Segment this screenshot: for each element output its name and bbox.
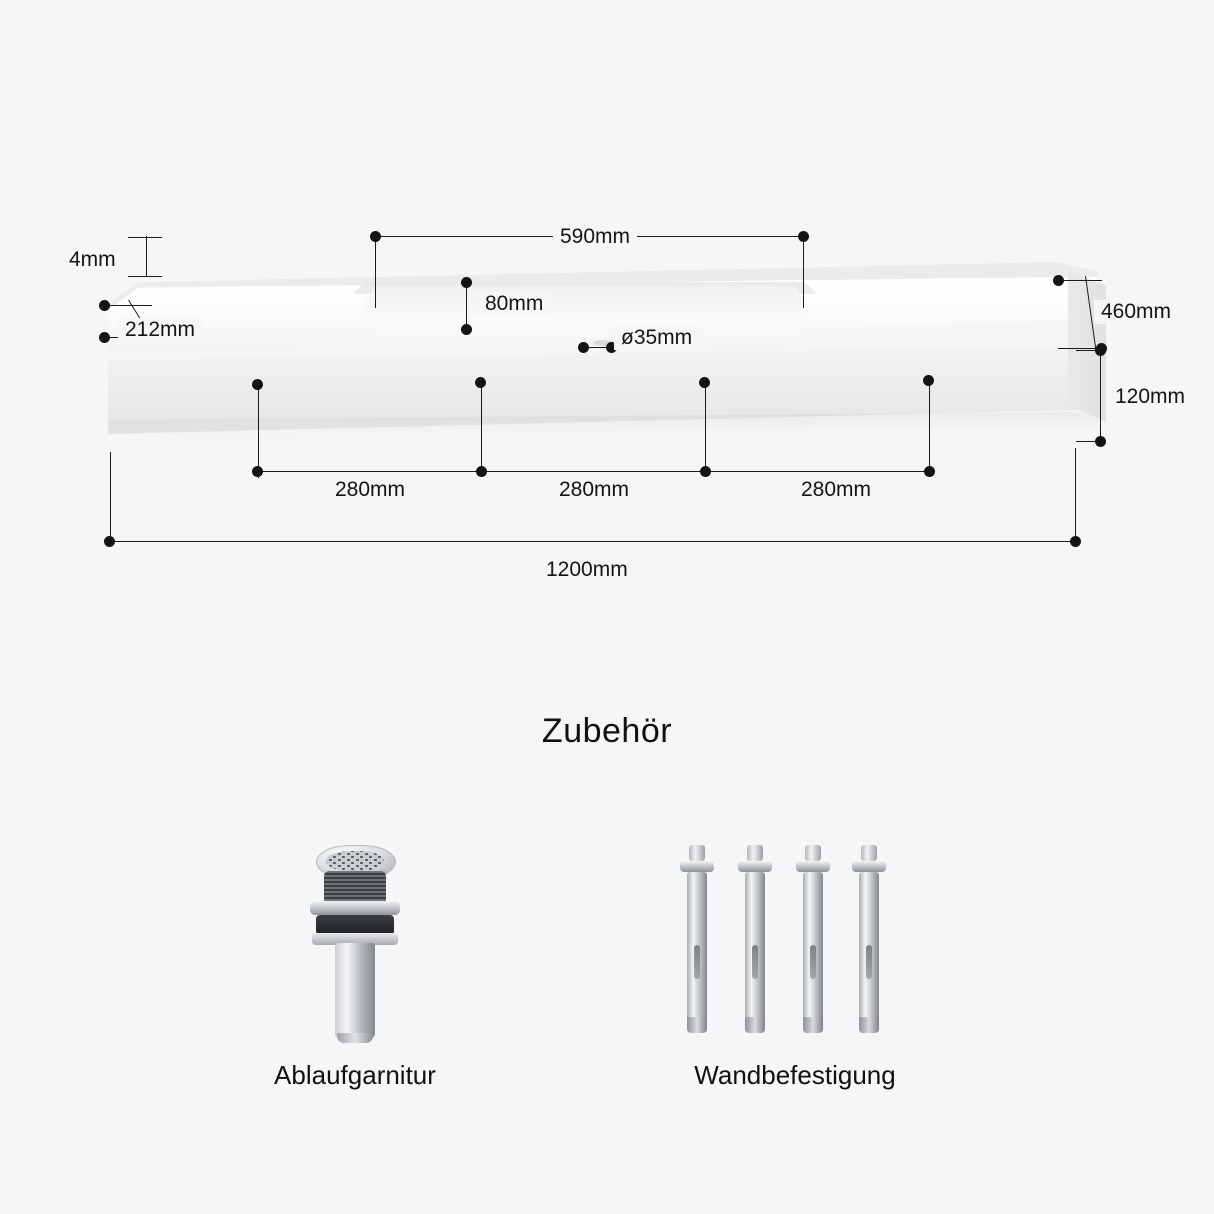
dim-depth-left-dot-bottom bbox=[99, 332, 110, 343]
dim-height-dot-bottom bbox=[1095, 436, 1106, 447]
dim-inset-dot-top bbox=[461, 277, 472, 288]
dim-spacing-2-label: 280mm bbox=[552, 478, 636, 502]
dim-thickness-line bbox=[146, 236, 147, 276]
dim-height-line bbox=[1100, 350, 1101, 442]
dim-inset-dot-bottom bbox=[461, 324, 472, 335]
bolt-washer-icon bbox=[738, 861, 772, 872]
drain-flange-upper bbox=[310, 901, 400, 915]
dim-total-depth-label: 460mm bbox=[1094, 300, 1178, 324]
mount-dot-3 bbox=[699, 377, 710, 388]
bolt-head-icon bbox=[689, 845, 705, 861]
dim-depth-left-dot-top bbox=[99, 300, 110, 311]
dim-basin-width-label: 590mm bbox=[553, 225, 637, 249]
accessory-label-wall-mount: Wandbefestigung bbox=[694, 1060, 896, 1090]
wall-bolt-3 bbox=[796, 845, 830, 1035]
mount-ext-2 bbox=[481, 382, 482, 472]
bolt-washer-icon bbox=[852, 861, 886, 872]
dim-basin-width-ext-left bbox=[375, 236, 376, 308]
bolt-expansion-slit bbox=[810, 945, 816, 979]
dim-spacing-3-line bbox=[706, 471, 930, 472]
dim-spacing-dot-3 bbox=[700, 466, 711, 477]
dim-spacing-2-line bbox=[482, 471, 706, 472]
dim-spacing-dot-4 bbox=[924, 466, 935, 477]
wall-bolt-1 bbox=[680, 845, 714, 1035]
drain-tube-tip bbox=[337, 1033, 373, 1043]
wall-mount-bolts-icon bbox=[672, 845, 922, 1045]
basin-trough bbox=[356, 286, 814, 348]
dim-basin-width-dot-right bbox=[798, 231, 809, 242]
bolt-expansion-slit bbox=[694, 945, 700, 979]
drain-grate-holes-icon bbox=[326, 851, 384, 871]
dim-height-label: 120mm bbox=[1108, 385, 1192, 409]
bolt-washer-icon bbox=[680, 861, 714, 872]
mount-ext-1 bbox=[258, 388, 259, 478]
dim-thickness-tick-bottom bbox=[128, 276, 162, 277]
mount-dot-4 bbox=[923, 375, 934, 386]
drain-assembly-icon bbox=[300, 845, 410, 1045]
dim-total-depth-dot-top bbox=[1053, 275, 1064, 286]
bolt-washer-icon bbox=[796, 861, 830, 872]
accessories-title: Zubehör bbox=[541, 712, 673, 750]
drain-thread-icon bbox=[324, 871, 386, 905]
dim-inset-label: 80mm bbox=[478, 292, 550, 316]
dim-depth-left-label: 212mm bbox=[118, 318, 202, 342]
mount-ext-3 bbox=[705, 382, 706, 472]
bolt-head-icon bbox=[747, 845, 763, 861]
dim-total-width-dot-right bbox=[1070, 536, 1081, 547]
dim-depth-left-line-a bbox=[104, 305, 152, 306]
bolt-foot bbox=[687, 1017, 707, 1033]
mount-dot-2 bbox=[475, 377, 486, 388]
dim-spacing-1-line bbox=[258, 471, 482, 472]
dim-total-width-ext-left bbox=[110, 452, 111, 544]
dim-total-width-dot-left bbox=[104, 536, 115, 547]
dim-basin-width-dot-left bbox=[370, 231, 381, 242]
bolt-foot bbox=[859, 1017, 879, 1033]
mount-dot-1 bbox=[252, 379, 263, 390]
drain-tube bbox=[335, 943, 375, 1039]
mount-ext-4 bbox=[929, 380, 930, 470]
dim-height-dot-top bbox=[1095, 345, 1106, 356]
wall-bolt-4 bbox=[852, 845, 886, 1035]
dim-spacing-dot-2 bbox=[476, 466, 487, 477]
washbasin-illustration bbox=[108, 262, 1098, 447]
wall-bolt-2 bbox=[738, 845, 772, 1035]
bolt-expansion-slit bbox=[752, 945, 758, 979]
bolt-expansion-slit bbox=[866, 945, 872, 979]
dim-spacing-dot-1 bbox=[252, 466, 263, 477]
drain-gasket bbox=[316, 915, 394, 935]
dim-total-width-ext-right bbox=[1075, 448, 1076, 544]
accessory-label-drain: Ablaufgarnitur bbox=[274, 1060, 436, 1090]
bolt-head-icon bbox=[861, 845, 877, 861]
dim-total-depth-line-a bbox=[1058, 280, 1102, 281]
dim-spacing-3-label: 280mm bbox=[794, 478, 878, 502]
dim-inset-line bbox=[466, 282, 467, 330]
dim-total-width-label: 1200mm bbox=[539, 558, 635, 582]
bolt-foot bbox=[745, 1017, 765, 1033]
dim-drain-label: ø35mm bbox=[614, 326, 699, 350]
dim-drain-dot-left bbox=[578, 342, 589, 353]
dim-thickness-tick-top bbox=[128, 237, 162, 238]
dim-basin-width-ext-right bbox=[803, 236, 804, 308]
dim-thickness-label: 4mm bbox=[62, 248, 123, 272]
dim-total-width-line bbox=[110, 541, 1076, 542]
dim-spacing-1-label: 280mm bbox=[328, 478, 412, 502]
bolt-foot bbox=[803, 1017, 823, 1033]
bolt-head-icon bbox=[805, 845, 821, 861]
